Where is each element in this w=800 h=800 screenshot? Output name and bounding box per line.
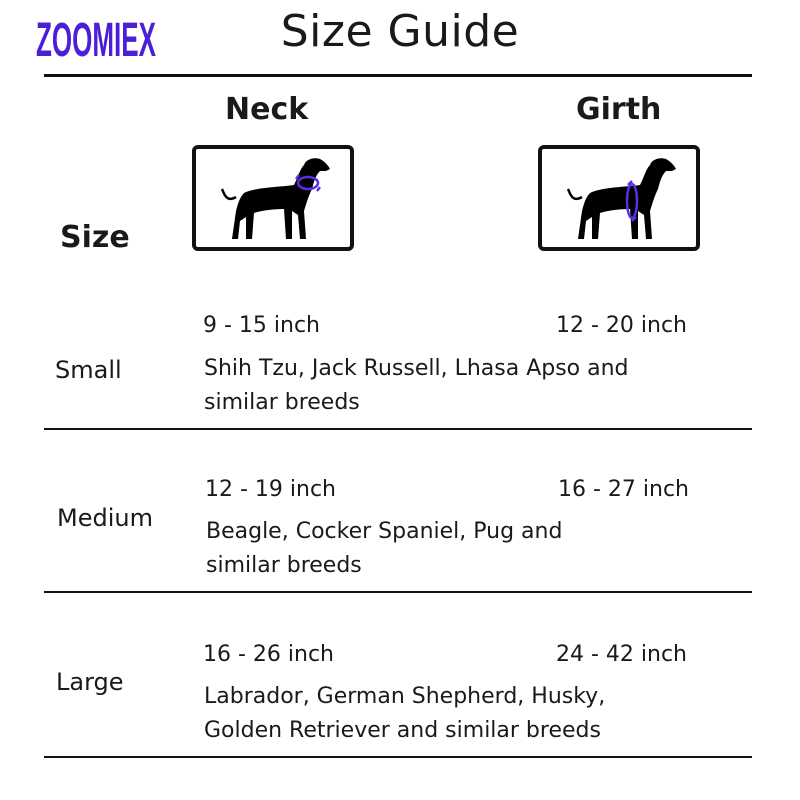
dog-neck-measure-icon bbox=[192, 145, 354, 251]
page-title: Size Guide bbox=[280, 6, 520, 57]
medium-breeds: Beagle, Cocker Spaniel, Pug and similar breeds bbox=[206, 519, 563, 578]
medium-neck-range: 12 - 19 inch bbox=[205, 477, 337, 502]
large-neck-range: 16 - 26 inch bbox=[203, 642, 335, 667]
row-divider bbox=[44, 591, 752, 593]
small-girth-range: 12 - 20 inch bbox=[556, 313, 688, 338]
row-divider bbox=[44, 428, 752, 430]
medium-girth-range: 16 - 27 inch bbox=[558, 477, 690, 502]
header-divider bbox=[44, 74, 752, 77]
table-bottom-divider bbox=[44, 756, 752, 758]
dog-girth-measure-icon bbox=[538, 145, 700, 251]
neck-column-heading: Neck bbox=[225, 92, 309, 127]
small-breeds: Shih Tzu, Jack Russell, Lhasa Apso and similar breeds bbox=[204, 356, 629, 415]
small-size-label: Small bbox=[55, 356, 122, 384]
small-neck-range: 9 - 15 inch bbox=[203, 313, 321, 338]
large-breeds: Labrador, German Shepherd, Husky, Golden Retriever and similar breeds bbox=[204, 684, 606, 743]
girth-column-heading: Girth bbox=[576, 92, 662, 127]
large-girth-range: 24 - 42 inch bbox=[556, 642, 688, 667]
large-size-label: Large bbox=[56, 668, 124, 696]
medium-size-label: Medium bbox=[57, 504, 153, 532]
logo-text: ZOOMIEX bbox=[36, 14, 156, 67]
size-column-heading: Size bbox=[60, 220, 130, 255]
